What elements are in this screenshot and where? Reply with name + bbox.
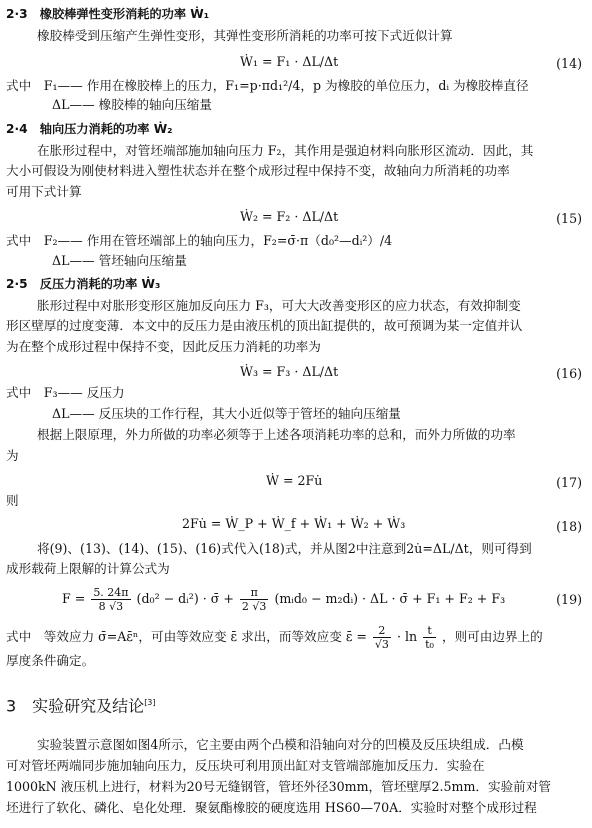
fraction-denominator: 2 √3 [241, 600, 267, 613]
section-heading-2-4: 2·4 轴向压力消耗的功率 Ẇ₂ [6, 122, 173, 136]
paragraph-line: 则 [6, 493, 19, 508]
section-heading-2-5: 2·5 反压力消耗的功率 Ẇ₃ [6, 277, 161, 291]
equation-19 [62, 584, 505, 614]
section-heading-3 [6, 693, 156, 716]
fraction [373, 624, 391, 651]
equation-number-17: (17) [556, 475, 582, 490]
paragraph-line: 根据上限原理，外力所做的功率必须等于上述各项消耗功率的总和，而外力所做的功率 [37, 427, 516, 442]
paragraph-line: 成形载荷上限解的计算公式为 [6, 561, 170, 576]
fraction-denominator: t₀ [425, 638, 434, 651]
fraction-numerator: π [240, 586, 269, 600]
paragraph-line: 1000kN 液压机上进行，材料为20号无缝钢管，管坯外径30mm，管坯壁厚2.5mm．实验前对管 [6, 779, 551, 794]
fraction-numerator: 2 [373, 624, 391, 638]
paragraph-line: 胀形过程中对胀形变形区施加反向压力 F₃，可大大改善变形区的应力状态，有效抑制变 [37, 298, 521, 313]
paragraph-line: 实验装置示意图如图4所示，它主要由两个凸模和沿轴向对分的凹模及反压块组成．凸模 [37, 737, 524, 752]
paragraph-line: 形区壁厚的过度变薄．本文中的反压力是由液压机的顶出缸提供的，故可预调为某一定值并认 [6, 318, 523, 333]
fraction-numerator: t [423, 624, 436, 638]
paragraph-line: 在胀形过程中，对管坯端部施加轴向压力 F₂，其作用是强迫材料向胀形区流动．因此，其 [37, 143, 534, 158]
paragraph-line: 橡胶棒受到压缩产生弹性变形，其弹性变形所消耗的功率可按下式近似计算 [37, 28, 453, 43]
equation-14: Ẇ₁ = F₁ · ΔL/Δt [240, 54, 339, 69]
equation-17: Ẇ = 2Fu̇ [266, 473, 323, 488]
fraction-denominator: 8 √3 [98, 600, 124, 613]
paragraph-line: 大小可假设为刚使材料进入塑性状态并在整个成形过程中保持不变，故轴向力所消耗的功率 [6, 163, 510, 178]
fraction-numerator: 5. 24π [93, 586, 129, 599]
definition-line: 式中 F₁—— 作用在橡胶棒上的压力，F₁=p·πd₁²/4，p 为橡胶的单位压力，dᵢ 为橡胶棒直径 [6, 78, 529, 93]
fraction [423, 624, 436, 651]
definition-text: · ln [396, 629, 418, 644]
paragraph-line: 可对管坯两端同步施加轴向压力，反压块可利用顶出缸对支管端部施加反压力．实验在 [6, 758, 485, 773]
equation-19-middle: (d₀² − dᵢ²) · σ̄ + [136, 591, 234, 606]
equation-number-16: (16) [556, 366, 582, 381]
definition-text: ，则可由边界上的 [441, 629, 543, 644]
fraction-denominator: √3 [374, 638, 389, 651]
paragraph-line: 可用下式计算 [6, 184, 82, 199]
equation-18: 2Fu̇ = Ẇ_P + Ẇ_f + Ẇ₁ + Ẇ₂ + Ẇ₃ [182, 516, 406, 531]
fraction [240, 586, 269, 613]
fraction [91, 586, 130, 613]
definition-line: ΔL—— 管坯轴向压缩量 [52, 253, 187, 268]
definition-line: 式中 F₂—— 作用在管坯端部上的轴向压力，F₂=σ̄·π（d₀²—dᵢ²）/4 [6, 233, 393, 248]
definition-line: ΔL—— 橡胶棒的轴向压缩量 [52, 97, 212, 112]
section-heading-2-3: 2·3 橡胶棒弹性变形消耗的功率 Ẇ₁ [6, 7, 210, 21]
equation-19-left: F = [62, 591, 86, 606]
equation-number-18: (18) [556, 519, 582, 534]
equation-number-19: (19) [556, 592, 582, 607]
equation-16: Ẇ₃ = F₃ · ΔL/Δt [240, 364, 339, 379]
paragraph-line: 坯进行了软化、磷化、皂化处理．聚氨酯橡胶的硬度选用 HS60—70A．实验时对整个成形过程 [6, 800, 537, 815]
definition-line: ΔL—— 反压块的工作行程，其大小近似等于管坯的轴向压缩量 [52, 406, 401, 421]
definition-line [6, 622, 543, 652]
paragraph-line: 为 [6, 448, 19, 463]
reference-mark: [3] [144, 698, 156, 707]
paragraph-line: 将(9)、(13)、(14)、(15)、(16)式代入(18)式，并从图2中注意到2u̇=ΔL/Δt，则可得到 [37, 541, 532, 556]
definition-line: 厚度条件确定。 [6, 653, 95, 668]
equation-number-15: (15) [556, 211, 582, 226]
paragraph-line: 为在整个成形过程中保持不变，因此反压力消耗的功率为 [6, 339, 321, 354]
definition-line: 式中 F₃—— 反压力 [6, 385, 125, 400]
section-title: 3 实验研究及结论 [6, 696, 145, 716]
definition-text: 式中 等效应力 σ̄=Aε̄ⁿ，可由等效应变 ε̄ 求出，而等效应变 ε̄ = [6, 629, 367, 644]
equation-15: Ẇ₂ = F₂ · ΔL/Δt [240, 209, 339, 224]
equation-19-right: (mᵢd₀ − m₂dᵢ) · ΔL · σ̄ + F₁ + F₂ + F₃ [274, 591, 506, 606]
equation-number-14: (14) [556, 56, 582, 71]
